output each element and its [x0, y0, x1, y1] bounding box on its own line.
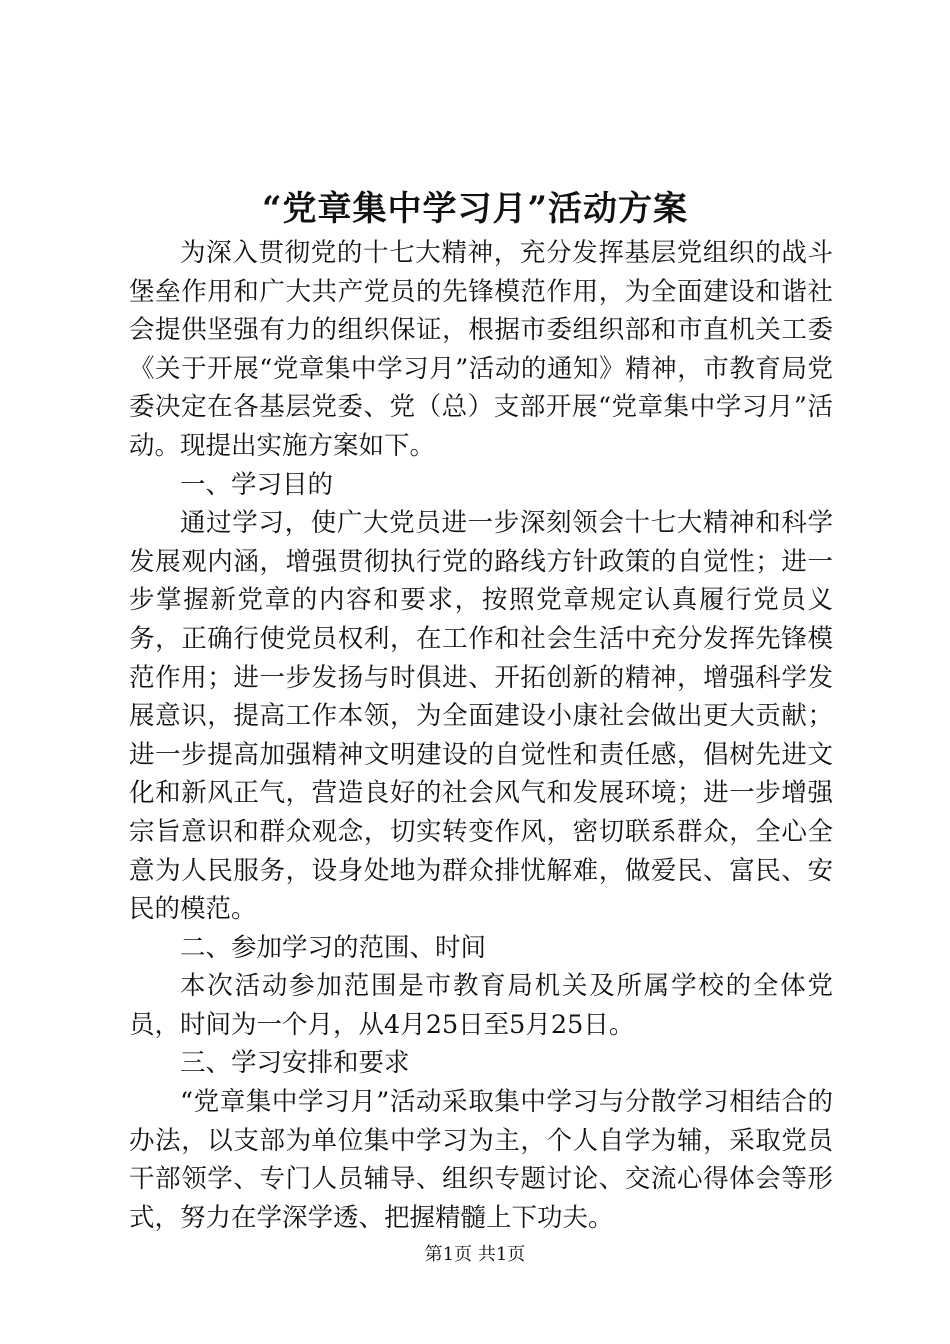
section-heading-1: 一、学习目的	[180, 469, 334, 500]
section-paragraph-3: “党章集中学习月”活动采取集中学习与分散学习相结合的办法，以支部为单位集中学习为主，个人自学为辅，采取党员干部领学、专门人员辅导、组织专题讨论、交流心得体会等形式，努力在学深学透、把握精髓上下功夫。	[129, 1087, 833, 1233]
section-heading-3: 三、学习安排和要求	[180, 1048, 410, 1079]
section-paragraph-1: 通过学习，使广大党员进一步深刻领会十七大精神和科学发展观内涵，增强贯彻执行党的路线方针政策的自觉性；进一步掌握新党章的内容和要求，按照党章规定认真履行党员义务，正确行使党员权利，在工作和社会生活中充分发挥先锋模范作用；进一步发扬与时俱进、开拓创新的精神，增强科学发展意识，提高工作本领，为全面建设小康社会做出更大贡献；进一步提高加强精神文明建设的自觉性和责任感，倡树先进文化和新风正气，营造良好的社会风气和发展环境；进一步增强宗旨意识和群众观念，切实转变作风，密切联系群众，全心全意为人民服务，设身处地为群众排忧解难，做爱民、富民、安民的模范。	[129, 508, 833, 925]
page-footer: 第1页 共1页	[424, 1244, 526, 1265]
document-title: “党章集中学习月”活动方案	[261, 189, 689, 229]
document-body	[129, 234, 833, 1237]
section-paragraph-2: 本次活动参加范围是市教育局机关及所属学校的全体党员，时间为一个月，从4月25日至5月25日。	[129, 971, 833, 1040]
intro-paragraph: 为深入贯彻党的十七大精神，充分发挥基层党组织的战斗堡垒作用和广大共产党员的先锋模范作用，为全面建设和谐社会提供坚强有力的组织保证，根据市委组织部和市直机关工委《关于开展“党章集中学习月”活动的通知》精神，市教育局党委决定在各基层党委、党（总）支部开展“党章集中学习月”活动。现提出实施方案如下。	[129, 238, 833, 461]
section-heading-2: 二、参加学习的范围、时间	[180, 932, 487, 963]
